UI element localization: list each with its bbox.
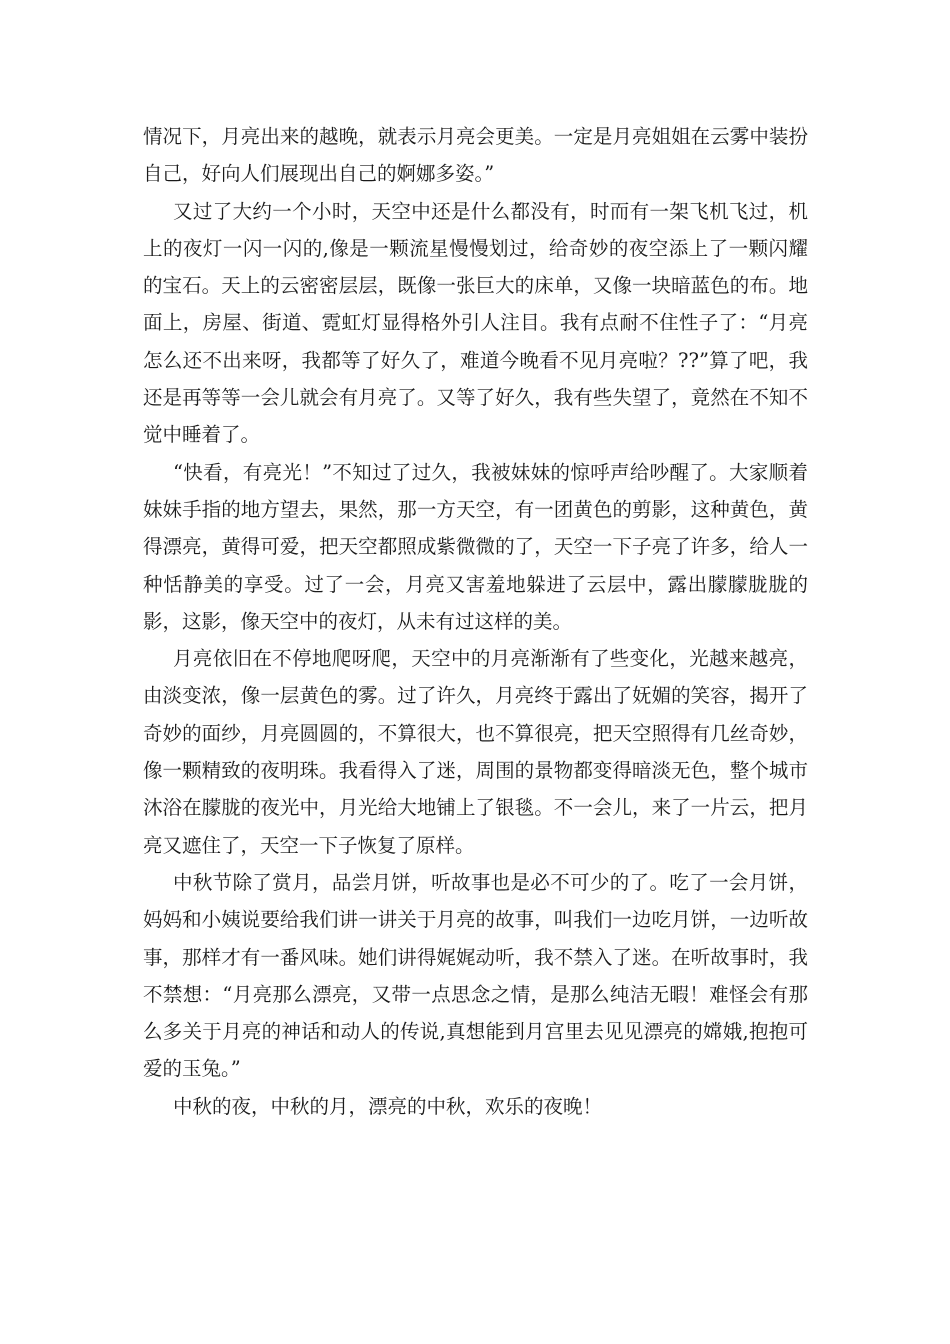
paragraph-closing: 中秋的夜，中秋的月，漂亮的中秋，欢乐的夜晚！ [173, 1094, 603, 1118]
paragraph-mooncakes-stories: 中秋节除了赏月，品尝月饼，听故事也是必不可少的了。吃了一会月饼，妈妈和小姨说要给我们讲一讲关于月亮的故事，叫我们一边吃月饼，一边听故事，那样才有一番风味。她们讲得娓娓动听，我不禁入了迷。在听故事时，我不禁想：“月亮那么漂亮，又带一点思念之情，是那么纯洁无暇！难怪会有那么多关于月亮的神话和动人的传说,真想能到月宫里去见见漂亮的嫦娥,抱抱可爱的玉兔。” [143, 870, 808, 1081]
paragraph-continuation: 情况下，月亮出来的越晚，就表示月亮会更美。一定是月亮姐姐在云雾中装扮自己，好向人们展现出自己的婀娜多姿。” [143, 125, 808, 186]
paragraph-airplane-night: 又过了大约一个小时，天空中还是什么都没有，时而有一架飞机飞过，机上的夜灯一闪一闪的,像是一颗流星慢慢划过，给奇妙的夜空添上了一颗闪耀的宝石。天上的云密密层层，既像一张巨大的床单，又像一块暗蓝色的布。地面上，房屋、街道、霓虹灯显得格外引人注目。我有点耐不住性子了：“月亮怎么还不出来呀，我都等了好久了，难道今晚看不见月亮啦？??”算了吧，我还是再等等一会儿就会有月亮了。又等了好久，我有些失望了，竟然在不知不觉中睡着了。 [143, 199, 808, 447]
paragraph-first-light: “快看，有亮光！”不知过了过久，我被妹妹的惊呼声给吵醒了。大家顺着妹妹手指的地方望去，果然，那一方天空，有一团黄色的剪影，这种黄色，黄得漂亮，黄得可爱，把天空都照成紫微微的了，天空一下子亮了许多，给人一种恬静美的享受。过了一会，月亮又害羞地躲进了云层中，露出朦朦胧胧的影，这影，像天空中的夜灯，从未有过这样的美。 [143, 460, 808, 633]
paragraph-moon-rising: 月亮依旧在不停地爬呀爬，天空中的月亮渐渐有了些变化，光越来越亮，由淡变浓，像一层黄色的雾。过了许久，月亮终于露出了妩媚的笑容，揭开了奇妙的面纱，月亮圆圆的，不算很大，也不算很亮，把天空照得有几丝奇妙，像一颗精致的夜明珠。我看得入了迷，周围的景物都变得暗淡无色，整个城市沐浴在朦胧的夜光中，月光给大地铺上了银毯。不一会儿，来了一片云，把月亮又遮住了，天空一下子恢复了原样。 [143, 647, 808, 857]
document-body [143, 118, 808, 1125]
